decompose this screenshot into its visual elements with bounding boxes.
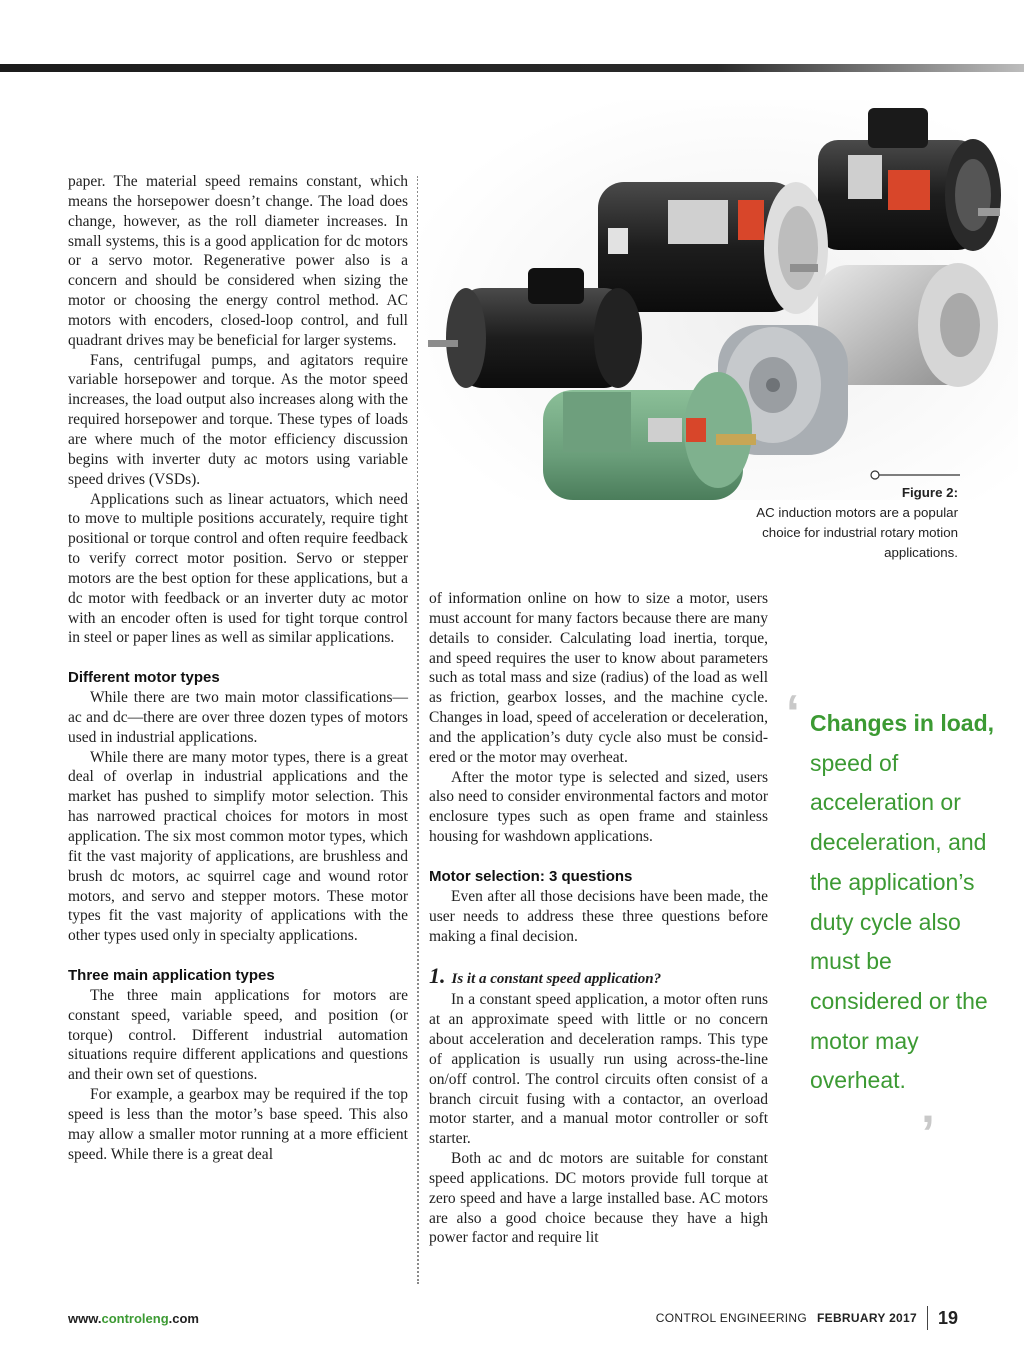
footer-url[interactable] [68,1311,199,1326]
column-2 [429,589,768,1248]
col1-paragraph-7: For example, a gearbox may be required if the top speed is less than the motor’s base speed. This also may allow a smaller motor running at a more efficient speed. While there is a great deal [68,1086,408,1163]
heading-different-motor-types: Different motor types [68,669,220,687]
footer-url-brand: controleng [101,1311,169,1326]
col2-paragraph-4: In a constant speed application, a motor often runs at an approximate speed with little or no concern about acceleration and deceleration ramps. This type of application is usually run using across-the-line on/off control. The control circuits often consist of a branch circuit fusing with a contactor, an overload motor starter, and a manual motor controller or soft starter. [429,991,768,1148]
col1-paragraph-5: While there are many motor types, there is a great deal of overlap in industrial applications and the market has pushed to simplify motor selection. This has narrowed practical choices for motors in most application. The six most common motor types, which fit the vast majority of applications, are brushless and brush dc motors, ac squirrel cage and wound rotor motors, and servo and stepper motors. These motor types fit the vast majority of applications with the other types used only in specialty applications. [68,748,408,945]
footer-url-suffix: .com [168,1311,199,1326]
heading-motor-selection: Motor selection: 3 questions [429,867,633,885]
col2-paragraph-3: Even after all those decisions have been made, the user needs to address these three questions before making a final decision. [429,887,768,945]
footer-url-prefix: www. [68,1311,102,1326]
question-1 [429,965,768,990]
footer-folio [656,1306,958,1330]
pullquote-bold: Changes in load, [810,710,995,736]
col2-paragraph-1: of information online on how to size a motor, users must account for many factors because there are many details to consider. Calculating load inertia, torque, and speed requires the user to know about parameters such as total mass and size (radius) of the load as well as friction, gearbox losses, and the machine cycle. Changes in load, speed of acceleration or deceleration, and the application’s duty cycle also must be considered or the motor may overheat. [429,590,768,766]
question-1-text: Is it a constant speed application? [451,971,662,988]
col1-paragraph-4: While there are two main motor classifications—ac and dc—there are over three dozen types of motors used in industrial applications. [68,689,408,746]
pullquote-rest: speed of acceleration or deceleration, and the application’s duty cycle also must be considered or the motor may overheat. [810,749,988,1094]
col1-paragraph-6: The three main applications for motors are constant speed, variable speed, and position (or torque) control. Different industrial automation situations require different applications and questions and their own set of questions. [68,986,408,1084]
col2-paragraph-2: After the motor type is selected and sized, users also need to consider environmental factors and motor enclosure types such as open frame and stainless housing for washdown applications. [429,768,768,846]
pullquote-close-mark: ’ [921,1105,935,1161]
figure-caption-text: AC induction motors are a popular choice for industrial rotary motion applications. [756,505,958,560]
col1-paragraph-3: Applications such as linear actuators, which need to move to multiple positions accurately, require tight positional or torque control and often require feedback to verify correct motor position. Servo or stepper motors are the best option for these applications, but a dc motor with feedback or an inverter duty ac motor with an encoder often is used for tight torque control in steel or paper lines as well as similar applications. [68,490,408,647]
column-1 [68,172,408,1165]
page-number: 19 [937,1307,958,1328]
motors-photo [418,100,1018,500]
heading-three-main-application-types: Three main application types [68,966,275,984]
pullquote [810,704,1000,1101]
col2-paragraph-5: Both ac and dc motors are suitable for constant speed applications. DC motors provide full torque at zero speed and have a large installed base. AC motors are also a good choice because they have a high power factor and require lit [429,1150,768,1247]
figure-label: Figure 2: [901,485,958,500]
pullquote-open-mark: ‘ [786,685,800,741]
top-rule [0,64,1024,72]
footer-date: FEBRUARY 2017 [817,1311,917,1325]
footer-separator [927,1306,928,1330]
figure-caption [740,483,958,563]
question-1-number: 1. [429,963,446,989]
black-motor-center [598,182,828,314]
footer-magazine: CONTROL ENGINEERING [655,1311,808,1325]
green-motor-front [543,372,756,500]
figure-callout-line [870,470,960,480]
col1-paragraph-2: Fans, centrifugal pumps, and agitators require variable horsepower and torque. As the motor speed increases, the load output also increases along with the required horsepower and torque. These types of loads are where much of the motor efficiency discussion begins with inverter duty ac motors using variable speed drives (VSDs). [68,351,408,488]
col1-paragraph-1: paper. The material speed remains constant, which means the horsepower doesn’t change. The load does change, however, as the roll diameter increases. In small systems, this is a good application for dc motors or a servo motor. Regenerative power also is a concern and should be considered when sizing the motor or choosing the energy control method. AC motors with encoders, closed-loop control, and full quadrant drives may be beneficial for larger systems. [68,173,408,349]
